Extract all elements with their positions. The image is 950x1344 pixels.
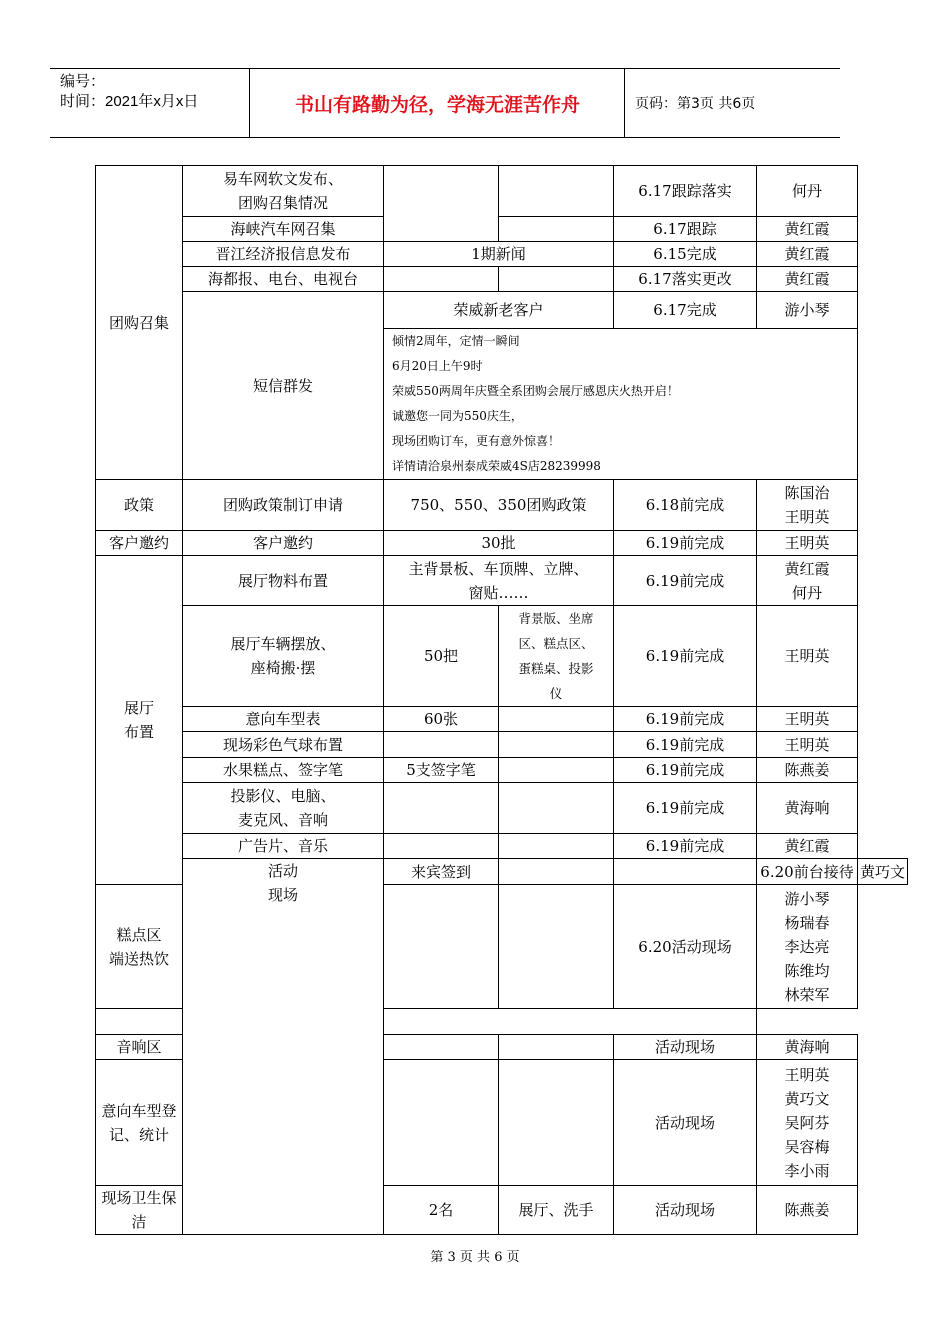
qty-cell xyxy=(384,166,499,242)
status-cell: 6.20前台接待 xyxy=(757,859,858,885)
item-cell: 现场彩色气球布置 xyxy=(183,732,384,758)
note-cell xyxy=(499,217,614,242)
status-cell: 6.18前完成 xyxy=(614,480,757,531)
item-cell: 意向车型表 xyxy=(183,707,384,732)
table-row xyxy=(96,859,908,885)
qty-cell: 30批 xyxy=(384,531,614,556)
qty-cell xyxy=(499,859,614,885)
table-row xyxy=(96,783,908,834)
qty-cell: 750、550、350团购政策 xyxy=(384,480,614,531)
status-cell: 活动现场 xyxy=(614,1035,757,1060)
table-row xyxy=(96,834,908,859)
status-cell: 6.19前完成 xyxy=(614,556,757,606)
status-cell: 6.17跟踪 xyxy=(614,217,757,242)
section-group-buy: 团购召集 xyxy=(96,166,183,480)
status-cell: 6.15完成 xyxy=(614,242,757,267)
table-row xyxy=(96,480,908,531)
header-page-label: 页码：第3页 共6页 xyxy=(635,96,756,112)
table-row xyxy=(96,1009,908,1035)
sms-message: 倾情2周年，定情一瞬间 6月20日上午9时 荣威550两周年庆暨全系团购会展厅感恩庆火热开启！ 诚邀您一同为550庆生， 现场团购订车，更有意外惊喜！ 详情请洽泉州泰成荣威4S店28239998 xyxy=(384,329,858,480)
qty-cell: 主背景板、车顶牌、立牌、 窗贴…… xyxy=(384,556,614,606)
item-cell: 海都报、电台、电视台 xyxy=(183,267,384,292)
status-cell: 6.19前完成 xyxy=(614,758,757,783)
item-cell: 意向车型登记、统计 xyxy=(96,1060,183,1186)
item-cell: 展厅车辆摆放、 座椅搬·摆 xyxy=(183,606,384,707)
qty-cell xyxy=(384,834,499,859)
note-cell: 展厅、洗手 xyxy=(499,1186,614,1235)
blank-row xyxy=(96,1009,757,1035)
note-cell xyxy=(499,707,614,732)
owner-cell: 黄红霞 xyxy=(757,267,858,292)
qty-cell: 荣威新老客户 xyxy=(384,292,614,329)
table-row xyxy=(96,758,908,783)
item-cell: 来宾签到 xyxy=(384,859,499,885)
qty-cell: 60张 xyxy=(384,707,499,732)
qty-cell xyxy=(384,1060,499,1186)
date-label: 时间：2021年x月x日 xyxy=(60,93,199,110)
owner-cell: 陈国治 王明英 xyxy=(757,480,858,531)
table-row xyxy=(96,267,908,292)
owner-cell: 王明英 xyxy=(757,732,858,758)
item-cell: 现场卫生保洁 xyxy=(96,1186,183,1235)
status-cell: 6.17跟踪落实 xyxy=(614,166,757,217)
note-cell xyxy=(499,783,614,834)
status-cell: 6.19前完成 xyxy=(614,531,757,556)
section-onsite: 活动 现场 xyxy=(183,859,384,1235)
table-row xyxy=(96,292,908,329)
table-row xyxy=(96,732,908,758)
status-cell: 6.17落实更改 xyxy=(614,267,757,292)
note-cell xyxy=(499,267,614,292)
owner-cell: 黄红霞 xyxy=(757,834,858,859)
page-header xyxy=(50,68,840,138)
note-cell xyxy=(499,885,614,1009)
owner-cell: 黄海响 xyxy=(757,783,858,834)
owner-cell: 黄海响 xyxy=(757,1035,858,1060)
owner-cell: 黄红霞 xyxy=(757,217,858,242)
item-cell: 晋江经济报信息发布 xyxy=(183,242,384,267)
table-row xyxy=(96,707,908,732)
number-label: 编号： xyxy=(60,73,106,90)
status-cell: 6.20活动现场 xyxy=(614,885,757,1009)
status-cell: 6.19前完成 xyxy=(614,783,757,834)
item-cell: 投影仪、电脑、 麦克风、音响 xyxy=(183,783,384,834)
qty-cell: 50把 xyxy=(384,606,499,707)
note-cell: 背景版、坐席 区、糕点区、 蛋糕桌、投影 仪 xyxy=(499,606,614,707)
item-cell: 团购政策制订申请 xyxy=(183,480,384,531)
owner-cell: 游小琴 xyxy=(757,292,858,329)
table-row xyxy=(96,531,908,556)
section-showroom: 展厅 布置 xyxy=(96,556,183,885)
table-row xyxy=(96,217,908,242)
note-cell xyxy=(499,758,614,783)
status-cell: 6.19前完成 xyxy=(614,834,757,859)
header-motto: 书山有路勤为径，学海无涯苦作舟 xyxy=(251,69,625,137)
note-cell xyxy=(499,1035,614,1060)
item-cell: 易车网软文发布、 团购召集情况 xyxy=(183,166,384,217)
note-cell xyxy=(614,859,757,885)
note-cell xyxy=(499,166,614,217)
item-cell: 展厅物料布置 xyxy=(183,556,384,606)
item-cell: 短信群发 xyxy=(183,292,384,480)
schedule-table xyxy=(95,165,908,1235)
status-cell: 6.19前完成 xyxy=(614,707,757,732)
item-cell: 水果糕点、签字笔 xyxy=(183,758,384,783)
section-invite: 客户邀约 xyxy=(96,531,183,556)
status-cell: 活动现场 xyxy=(614,1186,757,1235)
qty-cell xyxy=(384,885,499,1009)
status-cell: 6.19前完成 xyxy=(614,606,757,707)
owner-cell: 游小琴 杨瑞春 李达亮 陈维均 林荣军 xyxy=(757,885,858,1009)
owner-cell: 黄巧文 xyxy=(858,859,908,885)
owner-cell: 陈燕姜 xyxy=(757,1186,858,1235)
owner-cell: 黄红霞 何丹 xyxy=(757,556,858,606)
section-policy: 政策 xyxy=(96,480,183,531)
item-cell: 音响区 xyxy=(96,1035,183,1060)
note-cell xyxy=(499,834,614,859)
qty-cell: 2名 xyxy=(384,1186,499,1235)
item-cell: 广告片、音乐 xyxy=(183,834,384,859)
status-cell: 活动现场 xyxy=(614,1060,757,1186)
owner-cell: 王明英 xyxy=(757,707,858,732)
qty-cell xyxy=(384,267,499,292)
status-cell: 6.19前完成 xyxy=(614,732,757,758)
table-row xyxy=(96,242,908,267)
owner-cell: 何丹 xyxy=(757,166,858,217)
qty-cell xyxy=(384,732,499,758)
qty-cell xyxy=(384,783,499,834)
owner-cell: 王明英 xyxy=(757,606,858,707)
status-cell: 6.17完成 xyxy=(614,292,757,329)
item-cell: 客户邀约 xyxy=(183,531,384,556)
owner-cell: 黄红霞 xyxy=(757,242,858,267)
item-cell: 海峡汽车网召集 xyxy=(183,217,384,242)
qty-cell: 1期新闻 xyxy=(384,242,614,267)
item-cell: 糕点区 端送热饮 xyxy=(96,885,183,1009)
page-footer: 第 3 页 共 6 页 xyxy=(430,1250,520,1265)
note-cell xyxy=(499,1060,614,1186)
header-meta xyxy=(50,69,250,137)
owner-cell: 王明英 xyxy=(757,531,858,556)
note-cell xyxy=(499,732,614,758)
table-row xyxy=(96,556,908,606)
table-row xyxy=(96,166,908,217)
table-row xyxy=(96,606,908,707)
qty-cell: 5支签字笔 xyxy=(384,758,499,783)
owner-cell: 陈燕姜 xyxy=(757,758,858,783)
owner-cell: 王明英 黄巧文 吴阿芬 吴容梅 李小雨 xyxy=(757,1060,858,1186)
qty-cell xyxy=(384,1035,499,1060)
